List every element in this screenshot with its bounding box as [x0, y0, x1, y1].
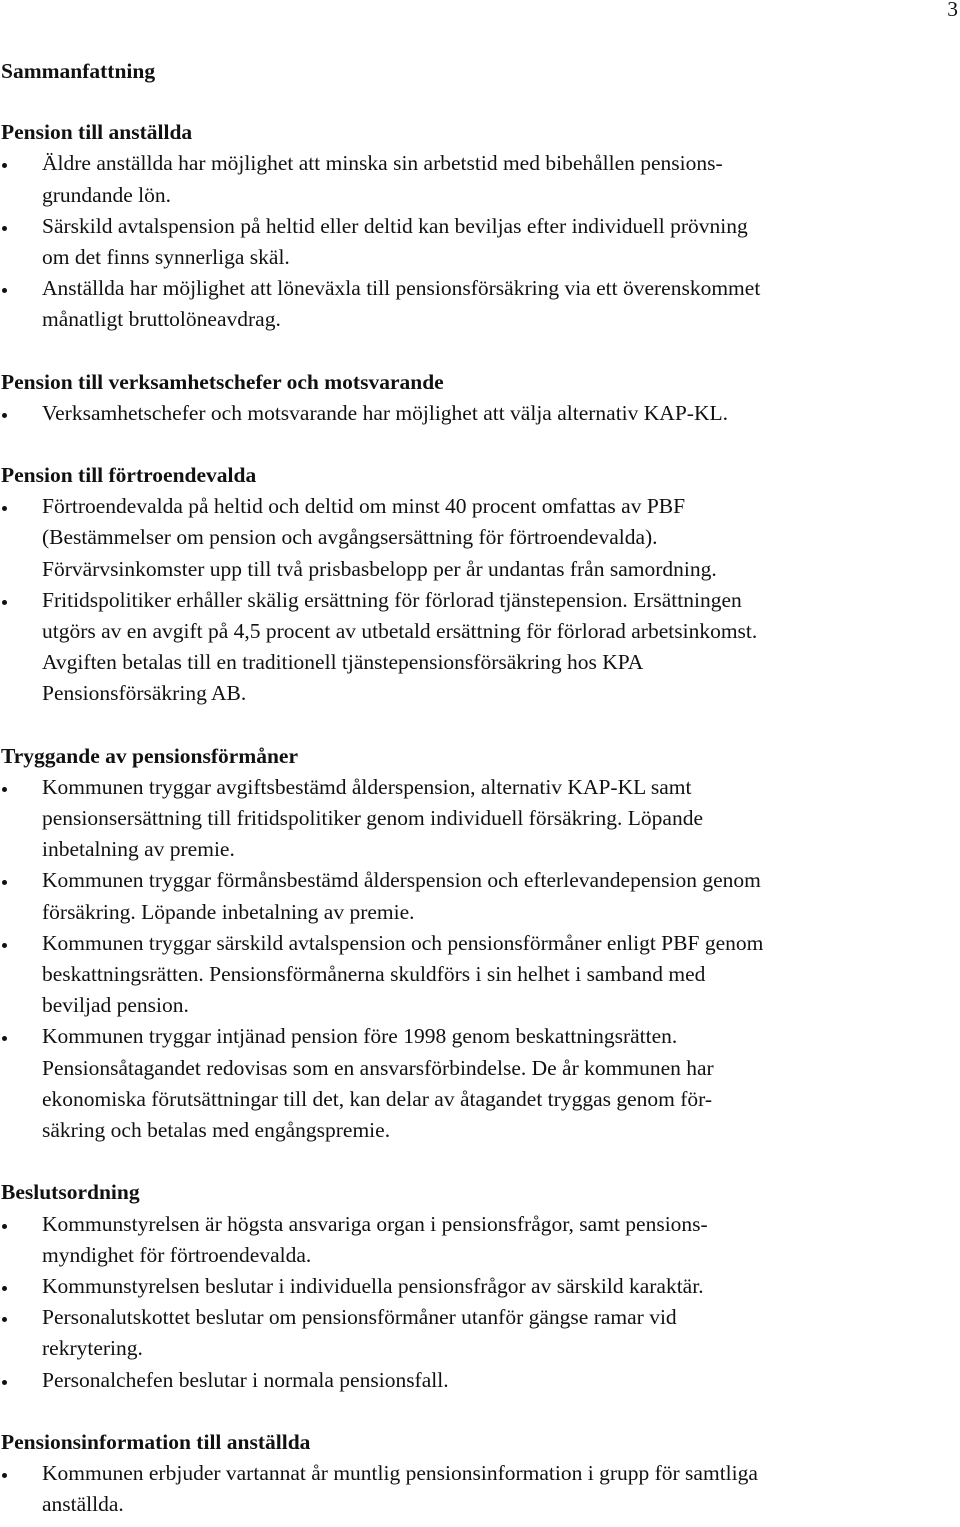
bullet-list [1, 148, 959, 335]
bullet-text-line: pensionsersättning till fritidspolitiker genom individuell försäkring. Löpande [42, 806, 704, 831]
bullet-text-line: beviljad pension. [42, 993, 189, 1018]
bullet-text-line: Personalutskottet beslutar om pensionsförmåner utanför gängse ramar vid [42, 1305, 677, 1330]
page-title: Sammanfattning [1, 59, 156, 83]
page-number: 3 [947, 0, 958, 21]
bullet-text-line: Förtroendevalda på heltid och deltid om minst 40 procent omfattas av PBF [42, 494, 686, 519]
section-heading: Pension till anställda [1, 120, 193, 145]
bullet-text-line: månatligt bruttolöneavdrag. [42, 307, 281, 332]
bullet-text-line: Fritidspolitiker erhåller skälig ersättning för förlorad tjänstepension. Ersättningen [42, 587, 742, 612]
bullet-item [1, 211, 959, 273]
section-heading: Beslutsordning [1, 1180, 140, 1205]
bullet-text-line: Anställda har möjlighet att löneväxla till pensionsförsäkring via ett överenskommet [42, 276, 761, 301]
bullet-item [1, 585, 959, 710]
bullet-text-line: Kommunen tryggar intjänad pension före 1998 genom beskattningsrätten. [42, 1024, 678, 1049]
bullet-list [1, 398, 959, 429]
bullet-text-line: beskattningsrätten. Pensionsförmånerna skuldförs i sin helhet i samband med [42, 962, 706, 987]
bullet-item [1, 148, 959, 210]
section [1, 460, 959, 741]
bullet-item [1, 273, 959, 335]
bullet-text-line: Kommunen tryggar avgiftsbestämd ålderspension, alternativ KAP-KL samt [42, 774, 692, 799]
section [1, 741, 959, 1178]
bullet-item [1, 398, 959, 429]
section-heading: Pension till verksamhetschefer och motsvarande [1, 369, 444, 394]
bullet-text-line: Förvärvsinkomster upp till två prisbasbelopp per år undantas från samordning. [42, 556, 717, 581]
bullet-item [1, 1021, 959, 1146]
section-spacer [1, 1396, 959, 1427]
bullet-text-line: Särskild avtalspension på heltid eller deltid kan beviljas efter individuell prövning [42, 213, 748, 238]
bullet-text-line: Pensionsåtagandet redovisas som en ansvarsförbindelse. De år kommunen har [42, 1055, 714, 1080]
section-spacer [1, 710, 959, 741]
bullet-item [1, 1365, 959, 1396]
bullet-text-line: säkring och betalas med engångspremie. [42, 1118, 391, 1143]
section-heading: Pensionsinformation till anställda [1, 1429, 311, 1454]
bullet-text-line: försäkring. Löpande inbetalning av premie. [42, 899, 415, 924]
bullet-text-line: rekrytering. [42, 1336, 143, 1361]
bullet-list [1, 1209, 959, 1396]
sections-container [1, 117, 959, 1520]
bullet-item [1, 1302, 959, 1364]
bullet-text-line: ekonomiska förutsättningar till det, kan delar av åtagandet tryggas genom för- [42, 1086, 713, 1111]
bullet-text-line: Avgiften betalas till en traditionell tjänstepensionsförsäkring hos KPA [42, 650, 644, 675]
bullet-text-line: Verksamhetschefer och motsvarande har möjlighet att välja alternativ KAP-KL. [42, 400, 728, 425]
section-heading: Tryggande av pensionsförmåner [1, 743, 299, 768]
bullet-text-line: Personalchefen beslutar i normala pensionsfall. [42, 1367, 449, 1392]
bullet-text-line: (Bestämmelser om pension och avgångsersättning för förtroendevalda). [42, 525, 658, 550]
bullet-list [1, 772, 959, 1146]
bullet-text-line: om det finns synnerliga skäl. [42, 245, 290, 270]
section [1, 367, 959, 460]
section [1, 117, 959, 366]
section-spacer [1, 1146, 959, 1177]
bullet-text-line: Kommunen tryggar förmånsbestämd ålderspension och efterlevandepension genom [42, 868, 761, 893]
bullet-text-line: Kommunstyrelsen är högsta ansvariga organ i pensionsfrågor, samt pensions- [42, 1211, 708, 1236]
bullet-text-line: Äldre anställda har möjlighet att minska sin arbetstid med bibehållen pensions- [42, 151, 723, 176]
bullet-item [1, 1271, 959, 1302]
bullet-text-line: Kommunen erbjuder vartannat år muntlig pensionsinformation i grupp för samtliga [42, 1460, 758, 1485]
bullet-list [1, 491, 959, 709]
bullet-text-line: inbetalning av premie. [42, 837, 235, 862]
bullet-item [1, 1209, 959, 1271]
bullet-text-line: grundande lön. [42, 182, 171, 207]
document-body [1, 56, 959, 1520]
bullet-text-line: anställda. [42, 1492, 124, 1517]
bullet-text-line: utgörs av en avgift på 4,5 procent av utbetald ersättning för förlorad arbetsinkomst. [42, 619, 758, 644]
bullet-text-line: Pensionsförsäkring AB. [42, 681, 247, 706]
section-spacer [1, 429, 959, 460]
bullet-text-line: Kommunstyrelsen beslutar i individuella pensionsfrågor av särskild karaktär. [42, 1273, 704, 1298]
bullet-text-line: Kommunen tryggar särskild avtalspension och pensionsförmåner enligt PBF genom [42, 930, 764, 955]
bullet-item [1, 928, 959, 1022]
bullet-text-line: myndighet för förtroendevalda. [42, 1242, 312, 1267]
bullet-item [1, 865, 959, 927]
section [1, 1177, 959, 1426]
bullet-item [1, 772, 959, 866]
section-heading: Pension till förtroendevalda [1, 463, 257, 488]
bullet-item [1, 491, 959, 585]
bullet-item [1, 1458, 959, 1520]
bullet-list [1, 1458, 959, 1520]
section-spacer [1, 336, 959, 367]
section [1, 1427, 959, 1521]
